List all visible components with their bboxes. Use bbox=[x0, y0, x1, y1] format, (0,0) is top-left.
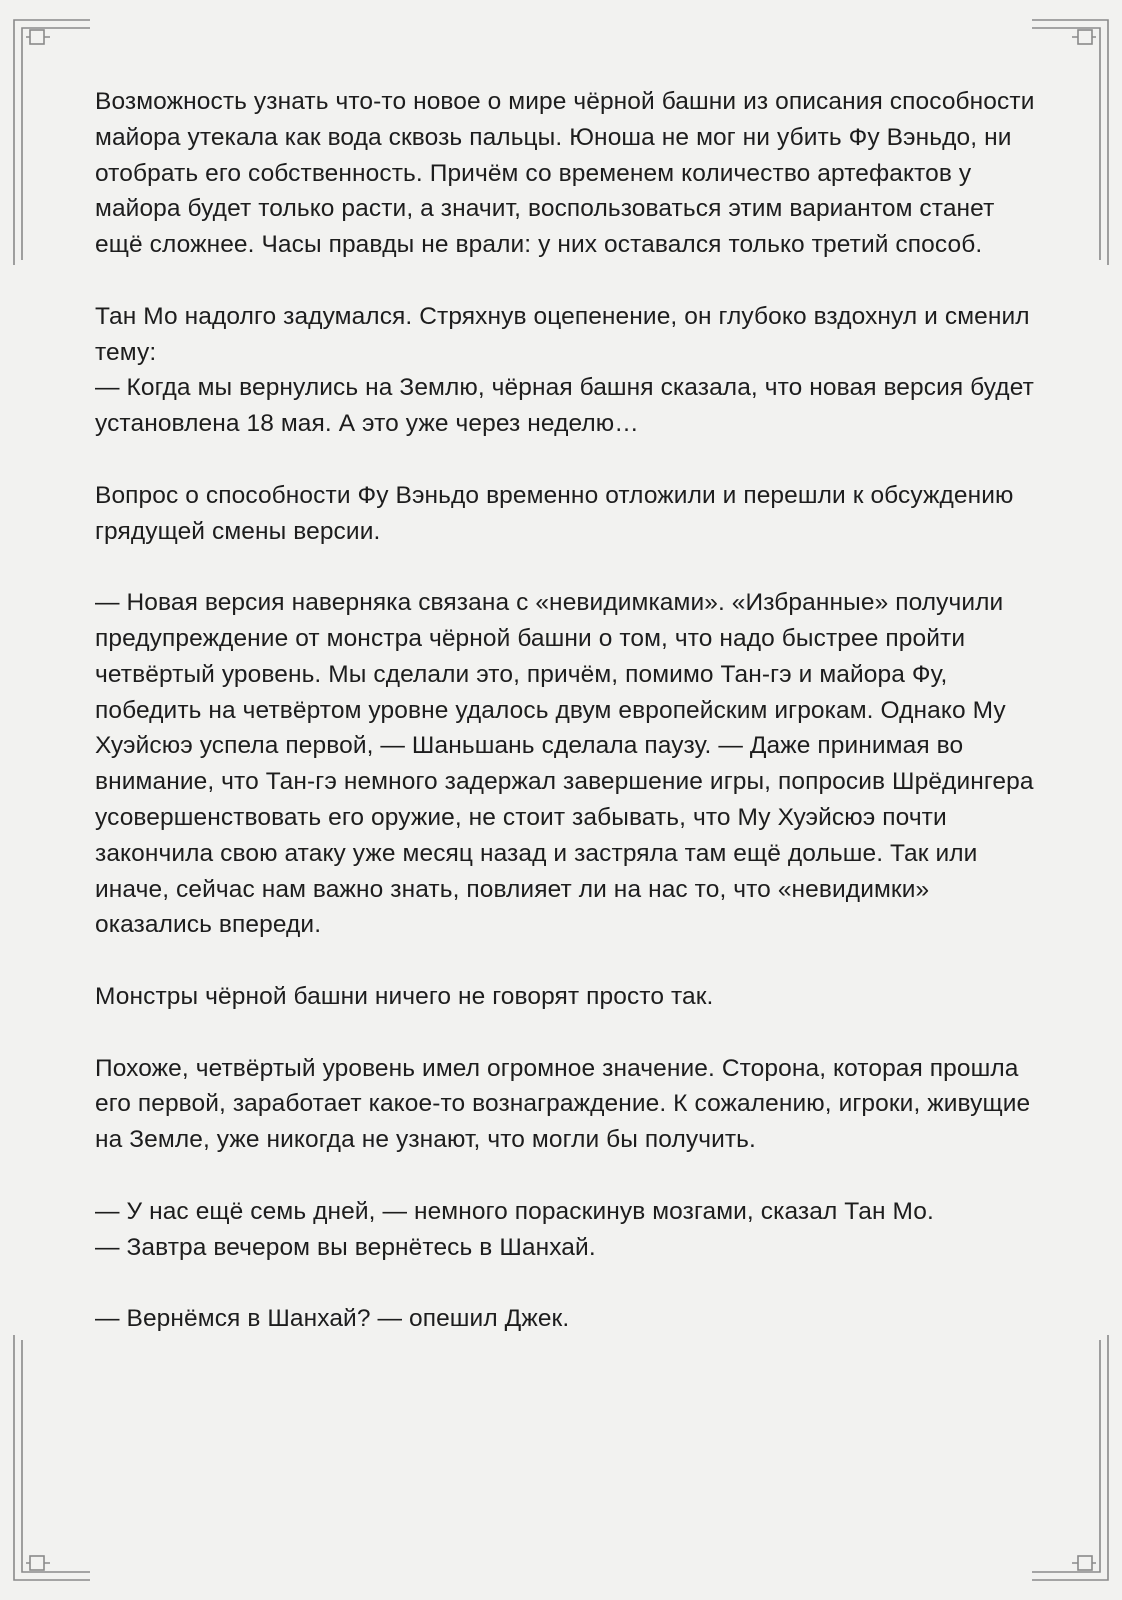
document-text bbox=[95, 84, 1035, 1373]
paragraph: — У нас ещё семь дней, — немного пораскинув мозгами, сказал Тан Мо. — Завтра вечером вы вернётесь в Шанхай. bbox=[95, 1197, 934, 1261]
paragraph: — Вернёмся в Шанхай? — опешил Джек. bbox=[95, 1305, 570, 1333]
paragraph: Монстры чёрной башни ничего не говорят просто так. bbox=[95, 982, 714, 1010]
paragraph: Похоже, четвёртый уровень имел огромное значение. Сторона, которая прошла его первой, заработает какое-то вознаграждение. К сожалению, игроки, живущие на Земле, уже никогда не узнают, что могли бы получить. bbox=[95, 1054, 1031, 1154]
paragraph: Тан Мо надолго задумался. Стряхнув оцепенение, он глубоко вздохнул и сменил тему: — Когда мы вернулись на Землю, чёрная башня сказала, что новая версия будет установлена 18 мая. А это уже через неделю… bbox=[95, 302, 1034, 438]
paragraph: Вопрос о способности Фу Вэньдо временно отложили и перешли к обсуждению грядущей смены версии. bbox=[95, 481, 1014, 545]
paragraph: Возможность узнать что-то новое о мире чёрной башни из описания способности майора утекала как вода сквозь пальцы. Юноша не мог ни убить Фу Вэньдо, ни отобрать его собственность. Причём со временем количество артефактов у майора будет только расти, а значит, воспользоваться этим вариантом станет ещё сложнее. Часы правды не врали: у них оставался только третий способ. bbox=[95, 88, 1035, 259]
paragraph: — Новая версия наверняка связана с «невидимками». «Избранные» получили предупреждение от монстра чёрной башни о том, что надо быстрее пройти четвёртый уровень. Мы сделали это, причём, помимо Тан-гэ и майора Фу, победить на четвёртом уровне удалось двум европейским игрокам. Однако Му Хуэйсюэ успела первой, — Шаньшань сделала паузу. — Даже принимая во внимание, что Тан-гэ немного задержал завершение игры, попросив Шрёдингера усовершенствовать его оружие, не стоит забывать, что Му Хуэйсюэ почти закончила свою атаку уже месяц назад и застряла там ещё дольше. Так или иначе, сейчас нам важно знать, повлияет ли на нас то, что «невидимки» оказались впереди. bbox=[95, 589, 1034, 939]
